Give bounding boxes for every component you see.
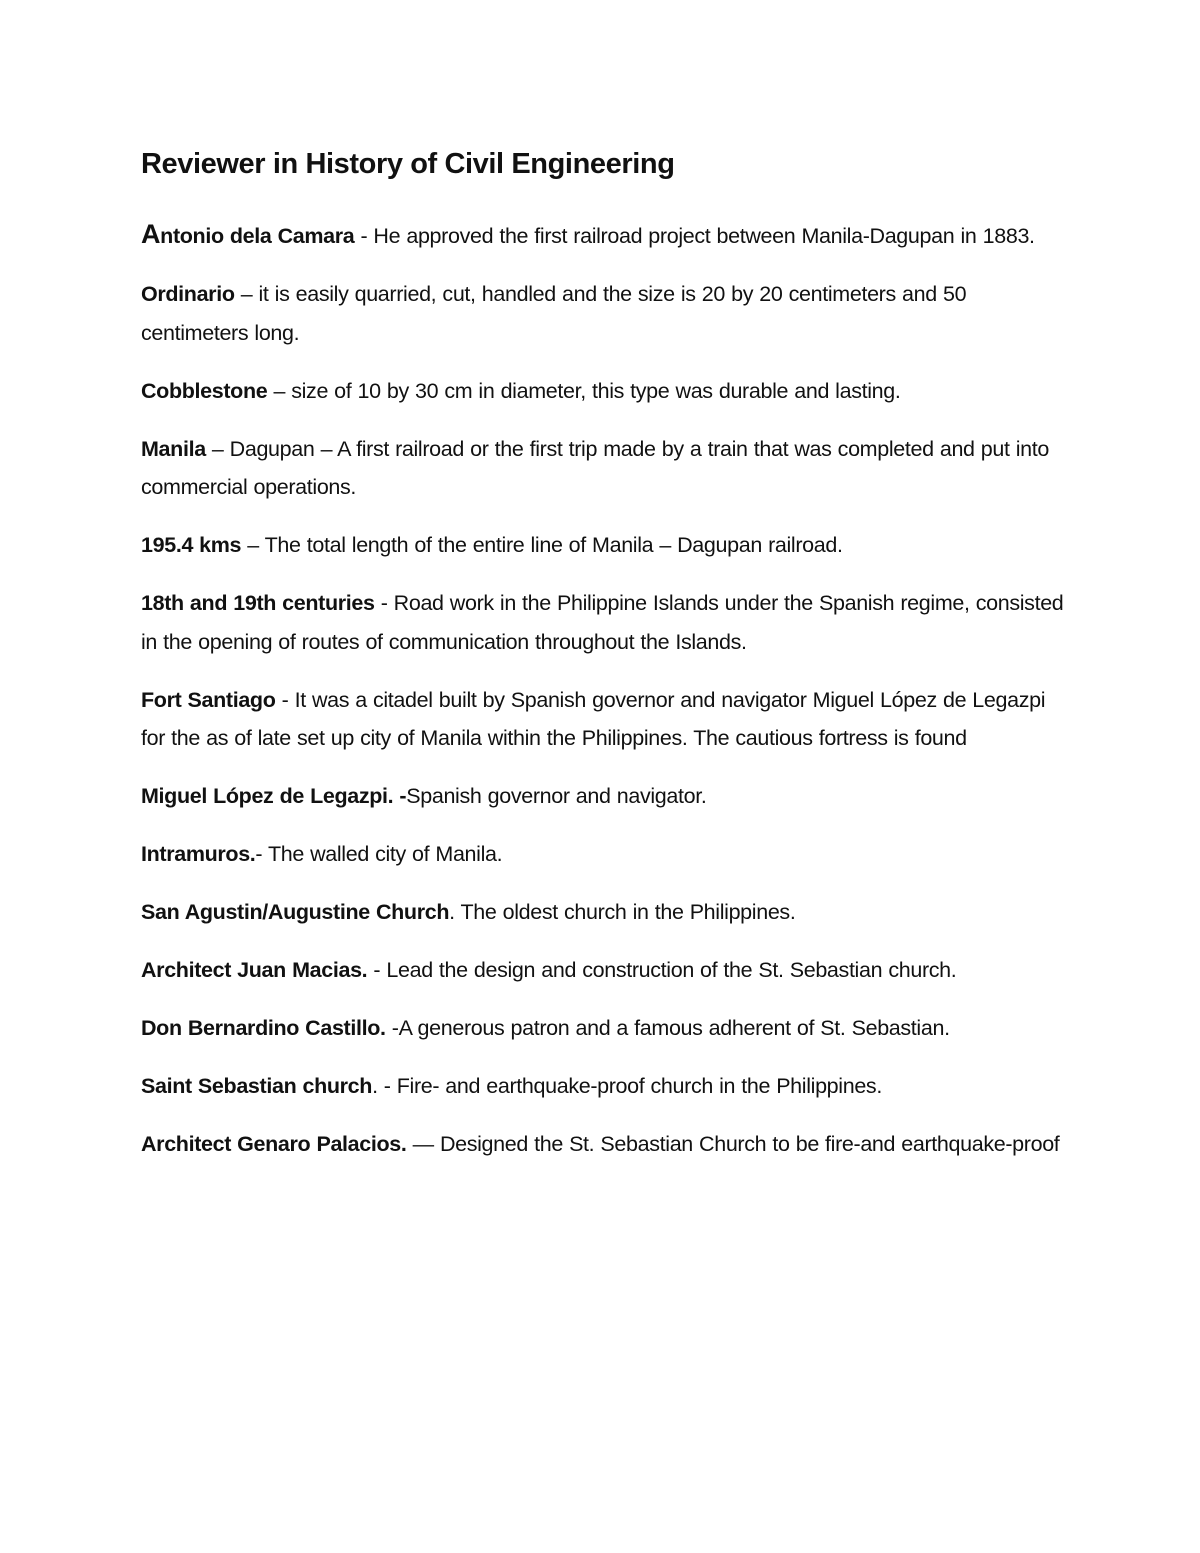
entry-term: 18th and 19th centuries <box>141 591 375 615</box>
entry-term: Manila <box>141 436 206 461</box>
entry-term: Cobblestone <box>141 378 268 403</box>
entry-definition: - It was a citadel built by Spanish governor and navigator Miguel López de Legazpi for the as of late set up city of Manila within the Philippines. The cautious fortress is found <box>141 687 1046 750</box>
entry-definition: Spanish governor and navigator. <box>406 784 707 808</box>
entry-term: Architect Juan Macias. <box>141 958 368 982</box>
entry-ordinario <box>141 275 1071 352</box>
entry-term-initial: A <box>141 219 161 249</box>
entry-total-length <box>141 526 1071 565</box>
entry-definition: — Designed the St. Sebastian Church to be fire-and earthquake-proof <box>406 1132 1060 1156</box>
entry-definition: - Road work in the Philippine Islands under the Spanish regime, consisted in the opening of routes of communication throughout the Islands. <box>141 591 1064 654</box>
entry-cobblestone <box>141 372 1071 411</box>
entry-antonio-dela-camara <box>141 215 1071 256</box>
entry-genaro-palacios <box>141 1125 1071 1164</box>
entry-term: Intramuros. <box>141 842 256 866</box>
entry-definition: - Lead the design and construction of the St. Sebastian church. <box>367 958 957 982</box>
entry-term <box>141 219 355 249</box>
entry-definition: – it is easily quarried, cut, handled and the size is 20 by 20 centimeters and 50 centimeters long. <box>141 282 967 345</box>
entry-term: Ordinario <box>141 282 235 306</box>
entry-san-agustin <box>141 893 1071 932</box>
entry-term: 195.4 kms <box>141 533 242 557</box>
entry-term-rest: ntonio dela Camara <box>160 224 355 248</box>
entry-centuries <box>141 584 1071 661</box>
entry-definition: - The walled city of Manila. <box>255 842 503 866</box>
entry-manila-dagupan <box>141 430 1071 507</box>
entry-intramuros <box>141 835 1071 874</box>
entry-definition: -A generous patron and a famous adherent of St. Sebastian. <box>385 1016 950 1040</box>
entry-term: Miguel López de Legazpi. - <box>141 784 407 808</box>
entry-term: Don Bernardino Castillo. <box>141 1016 386 1040</box>
entry-saint-sebastian <box>141 1067 1071 1106</box>
entry-legazpi <box>141 777 1071 816</box>
entry-definition: – size of 10 by 30 cm in diameter, this type was durable and lasting. <box>267 378 901 403</box>
entry-definition: – The total length of the entire line of Manila – Dagupan railroad. <box>241 533 843 557</box>
entry-definition: – Dagupan – A first railroad or the first trip made by a train that was completed and put into commercial operations. <box>141 436 1050 499</box>
document-title: Reviewer in History of Civil Engineering <box>141 148 675 180</box>
entry-list <box>141 215 1071 1183</box>
entry-definition: . - Fire- and earthquake-proof church in the Philippines. <box>372 1074 882 1098</box>
entry-definition: . The oldest church in the Philippines. <box>449 900 796 924</box>
entry-bernardino-castillo <box>141 1009 1071 1048</box>
entry-term: San Agustin/Augustine Church <box>141 900 450 924</box>
entry-term: Fort Santiago <box>141 687 276 712</box>
entry-juan-macias <box>141 951 1071 990</box>
entry-fort-santiago <box>141 681 1071 758</box>
entry-term: Architect Genaro Palacios. <box>141 1132 407 1156</box>
entry-term: Saint Sebastian church <box>141 1074 373 1098</box>
entry-definition: - He approved the first railroad project between Manila-Dagupan in 1883. <box>354 224 1035 248</box>
